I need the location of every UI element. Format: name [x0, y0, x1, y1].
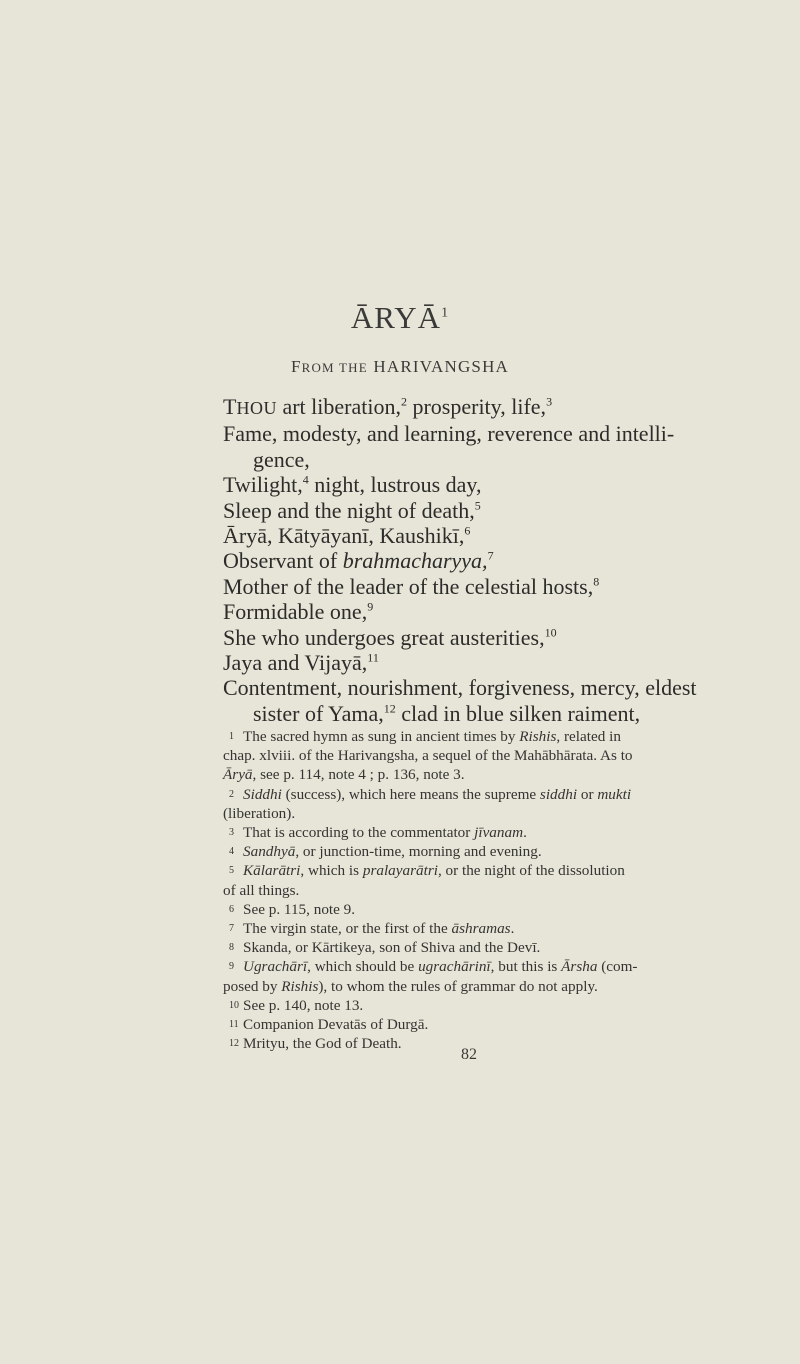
- footnote-text: See p. 115, note 9.: [243, 900, 356, 918]
- poem-line-text: Twilight,: [223, 472, 303, 498]
- poem-body: [223, 394, 703, 726]
- footnote-tail: , or the night of the dissolution: [437, 862, 625, 880]
- footnote-number: 1: [229, 731, 234, 742]
- footnote-text: See p. 140, note 13.: [243, 996, 364, 1014]
- footnote-continuation: [223, 804, 703, 823]
- poem-line-text: art liberation,: [276, 394, 401, 419]
- footnote-italic: siddhi: [539, 785, 578, 803]
- poem-line-text: Observant of: [223, 548, 343, 574]
- footnote-number: 8: [229, 942, 234, 954]
- footnote: [223, 938, 703, 957]
- footnote-tail: .: [523, 824, 527, 842]
- footnote-continuation: [223, 977, 703, 996]
- source-subtitle: [0, 357, 800, 377]
- source-prefix-cap: F: [290, 357, 302, 376]
- poem-line-italic: brahmacharyya,: [342, 548, 488, 574]
- poem-line: [223, 574, 703, 599]
- title-note-ref: 1: [441, 305, 450, 321]
- footnote-text: , which should be: [307, 958, 419, 976]
- poem-line: [223, 523, 703, 548]
- note-ref: 10: [544, 625, 557, 640]
- footnote-number: 11: [229, 1019, 239, 1031]
- poem-line: [223, 625, 703, 650]
- poem-line-text: Fame, modesty, and learning, reverence and intelli-: [223, 421, 675, 447]
- footnote-text: The virgin state, or the first of the: [243, 920, 452, 938]
- footnote-italic: Siddhi: [243, 785, 282, 803]
- footnote-italic: Ugrachārī: [243, 958, 308, 976]
- footnote: [223, 727, 703, 746]
- poem-line: [223, 650, 703, 675]
- footnote-italic: Āryā: [223, 766, 253, 784]
- footnote-text: posed by: [223, 977, 282, 995]
- footnote: [223, 900, 703, 919]
- footnote-tail: (com-: [597, 958, 638, 976]
- title-text: ĀRYĀ: [350, 300, 442, 335]
- poem-line: [223, 498, 703, 523]
- footnote: [223, 957, 703, 976]
- poem-line: [223, 548, 703, 573]
- footnote-text: chap. xlviii. of the Harivangsha, a sequel of the Mahābhārata. As to: [223, 747, 633, 765]
- footnote-tail: .: [510, 920, 515, 938]
- note-ref: 5: [474, 498, 481, 513]
- poem-line-tail: clad in blue silken raiment,: [395, 700, 641, 726]
- page-number: 82: [461, 1046, 477, 1063]
- note-ref: 11: [367, 650, 379, 665]
- footnote-text: The sacred hymn as sung in ancient times by: [243, 728, 520, 745]
- poem-line: [223, 675, 703, 700]
- footnote: [223, 861, 703, 880]
- note-ref: 6: [464, 523, 471, 538]
- footnote-italic: Rishis: [519, 728, 557, 745]
- footnote-number: 7: [229, 923, 234, 935]
- footnote-number: 4: [229, 846, 234, 858]
- footnote-text: of all things.: [223, 881, 300, 899]
- note-ref: 7: [487, 549, 494, 564]
- note-ref: 4: [302, 472, 309, 487]
- footnote-text: , which is: [300, 862, 363, 880]
- footnote-number: 2: [229, 788, 234, 800]
- footnote-italic: āshramas: [451, 920, 511, 938]
- footnote-number: 12: [229, 1038, 239, 1050]
- poem-line-text: gence,: [253, 446, 310, 472]
- footnote-italic: jīvanam: [474, 824, 524, 842]
- footnote-text: Companion Devatās of Durgā.: [243, 1016, 429, 1034]
- footnote-text: Skanda, or Kārtikeya, son of Shiva and the Devī.: [243, 939, 541, 957]
- footnote-number: 9: [229, 961, 234, 973]
- footnote-tail: , but this is: [490, 958, 562, 976]
- footnote: [223, 919, 703, 938]
- footnote-italic: pralayarātri: [362, 862, 438, 880]
- footnote-text: (success), which here means the supreme: [281, 785, 540, 803]
- poem-lead-rest: HOU: [236, 398, 277, 418]
- note-ref: 2: [400, 394, 407, 409]
- poem-line: [223, 599, 703, 624]
- footnote-tail: or: [577, 785, 598, 803]
- poem-line: [223, 394, 703, 421]
- footnotes: [223, 727, 703, 1053]
- poem-line-text: Sleep and the night of death,: [223, 497, 475, 523]
- footnote-continuation: [223, 746, 703, 765]
- poem-line-text: Formidable one,: [223, 599, 368, 625]
- poem-line-text: She who undergoes great austerities,: [223, 624, 545, 650]
- poem-line: [223, 421, 703, 446]
- footnote-text: Mrityu, the God of Death.: [243, 1035, 402, 1053]
- note-ref: 8: [593, 574, 600, 589]
- footnote-text: That is according to the commentator: [243, 824, 475, 842]
- footnote: [223, 1015, 703, 1034]
- footnote-text: , or junction-time, morning and evening.: [295, 843, 542, 861]
- footnote-tail: ), to whom the rules of grammar do not apply.: [318, 977, 598, 995]
- footnote-italic: ugrachārinī: [418, 958, 491, 976]
- footnote-text: , see p. 114, note 4 ; p. 136, note 3.: [252, 766, 465, 784]
- footnote-number: 3: [229, 827, 234, 839]
- footnote-italic: Sandhyā: [243, 843, 296, 861]
- source-prefix-rest: ROM THE: [301, 360, 368, 375]
- source-name: HARIVANGSHA: [373, 357, 510, 376]
- page-title: [0, 300, 800, 336]
- note-ref: 3: [546, 394, 553, 409]
- poem-line-tail: prosperity, life,: [406, 394, 547, 419]
- poem-line-text: Mother of the leader of the celestial hosts,: [223, 573, 594, 599]
- footnote-continuation: [223, 765, 703, 784]
- footnote-text: (liberation).: [223, 804, 296, 822]
- poem-line: [223, 701, 703, 726]
- note-ref: 12: [383, 701, 396, 716]
- note-ref: 9: [367, 599, 374, 614]
- footnote: [223, 842, 703, 861]
- poem-lead-cap: T: [223, 394, 237, 419]
- poem-line-text: Jaya and Vijayā,: [223, 650, 368, 676]
- poem-line-text: Contentment, nourishment, forgiveness, mercy, eldest: [223, 675, 697, 701]
- poem-line-text: sister of Yama,: [253, 700, 384, 726]
- footnote-number: 5: [229, 865, 234, 877]
- poem-line: [223, 447, 703, 472]
- footnote-tail: , related in: [556, 728, 621, 745]
- footnote: [223, 996, 703, 1015]
- footnote: [223, 785, 703, 804]
- poem-line-text: Āryā, Kātyāyanī, Kaushikī,: [223, 523, 465, 549]
- footnote-italic: Ārsha: [561, 958, 598, 976]
- footnote-number: 10: [229, 999, 239, 1011]
- footnote-italic: Kālarātri: [243, 862, 301, 880]
- poem-line: [223, 472, 703, 497]
- footnote-number: 6: [229, 903, 234, 915]
- footnote-italic: mukti: [597, 785, 632, 803]
- footnote: [223, 823, 703, 842]
- footnote-continuation: [223, 881, 703, 900]
- poem-line-tail: night, lustrous day,: [308, 472, 482, 498]
- footnote-italic: Rishis: [281, 977, 319, 995]
